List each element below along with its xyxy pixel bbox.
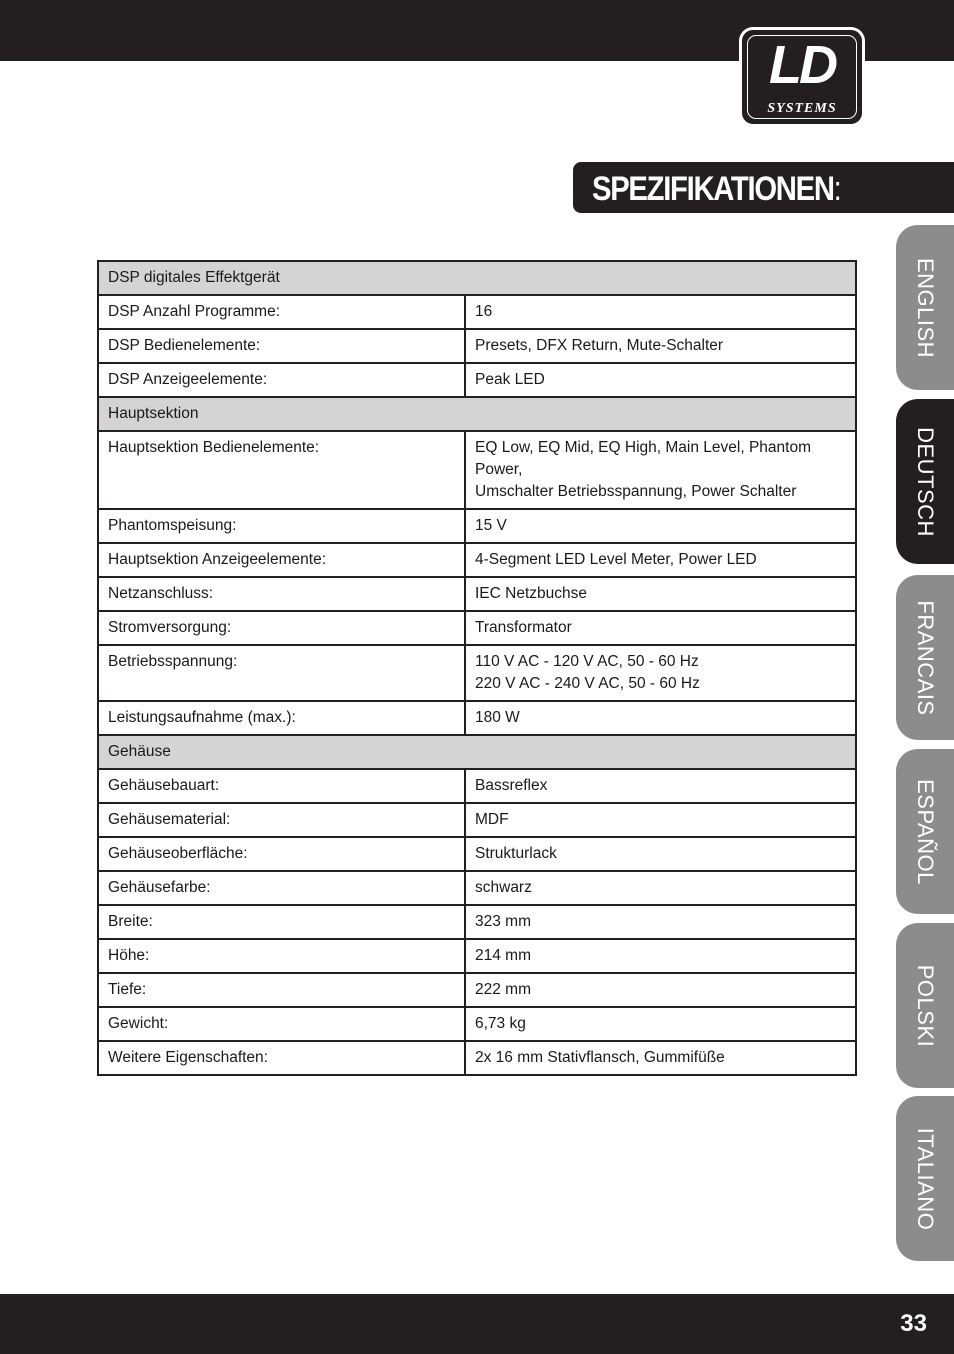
logo-badge xyxy=(742,30,862,124)
spec-value xyxy=(465,431,856,509)
spec-value-line: Bassreflex xyxy=(475,777,548,794)
tab-label: ENGLISH xyxy=(913,257,938,358)
spec-value-line: 2x 16 mm Stativflansch, Gummifüße xyxy=(475,1049,725,1066)
section-title: DSP digitales Effektgerät xyxy=(98,261,856,295)
section-header-row xyxy=(98,735,856,769)
spec-value-line: 220 V AC - 240 V AC, 50 - 60 Hz xyxy=(475,675,700,692)
table-row xyxy=(98,363,856,397)
table-row xyxy=(98,295,856,329)
spec-label: Breite: xyxy=(98,905,465,939)
table-row xyxy=(98,509,856,543)
spec-value xyxy=(465,1007,856,1041)
spec-value xyxy=(465,363,856,397)
spec-value-line: 15 V xyxy=(475,517,507,534)
spec-label: Betriebsspannung: xyxy=(98,645,465,701)
spec-value-line: 180 W xyxy=(475,709,520,726)
spec-value xyxy=(465,701,856,735)
page-number: 33 xyxy=(900,1310,927,1337)
table-row xyxy=(98,611,856,645)
spec-value xyxy=(465,645,856,701)
bottom-bar xyxy=(0,1294,954,1354)
tab-label: ITALIANO xyxy=(913,1127,938,1230)
spec-label: Höhe: xyxy=(98,939,465,973)
spec-label: Hauptsektion Anzeigeelemente: xyxy=(98,543,465,577)
table-row xyxy=(98,701,856,735)
spec-value-line: Presets, DFX Return, Mute-Schalter xyxy=(475,337,724,354)
specifications-table xyxy=(97,260,857,1076)
spec-value xyxy=(465,871,856,905)
spec-value xyxy=(465,509,856,543)
spec-value-line: Transformator xyxy=(475,619,572,636)
tab-polski[interactable] xyxy=(896,923,954,1088)
spec-value xyxy=(465,905,856,939)
spec-value xyxy=(465,803,856,837)
table-row xyxy=(98,1041,856,1075)
table-row xyxy=(98,1007,856,1041)
spec-value-line: 110 V AC - 120 V AC, 50 - 60 Hz xyxy=(475,653,699,670)
spec-value-line: 4-Segment LED Level Meter, Power LED xyxy=(475,551,757,568)
spec-label: DSP Anzahl Programme: xyxy=(98,295,465,329)
spec-value xyxy=(465,1041,856,1075)
spec-label: Gehäusebauart: xyxy=(98,769,465,803)
section-header-row xyxy=(98,397,856,431)
table-row xyxy=(98,645,856,701)
spec-label: Stromversorgung: xyxy=(98,611,465,645)
spec-value xyxy=(465,329,856,363)
spec-label: DSP Bedienelemente: xyxy=(98,329,465,363)
tab-label: POLSKI xyxy=(913,964,938,1047)
spec-label: Tiefe: xyxy=(98,973,465,1007)
spec-value xyxy=(465,837,856,871)
tab-label: ESPAÑOL xyxy=(913,778,938,885)
spec-value-line: Umschalter Betriebsspannung, Power Schalter xyxy=(475,483,797,500)
spec-value xyxy=(465,577,856,611)
spec-label: Gehäusematerial: xyxy=(98,803,465,837)
tab-english[interactable] xyxy=(896,225,954,390)
section-header-row xyxy=(98,261,856,295)
tab-italiano[interactable] xyxy=(896,1096,954,1261)
spec-value-line: 222 mm xyxy=(475,981,531,998)
spec-value xyxy=(465,769,856,803)
table-row xyxy=(98,973,856,1007)
tab-label: DEUTSCH xyxy=(913,426,938,537)
table-row xyxy=(98,939,856,973)
spec-value xyxy=(465,543,856,577)
spec-value-line: 6,73 kg xyxy=(475,1015,526,1032)
table-row xyxy=(98,329,856,363)
table-row xyxy=(98,543,856,577)
tab-espanol[interactable] xyxy=(896,749,954,914)
page-title-colon: : xyxy=(833,170,842,208)
spec-label: Netzanschluss: xyxy=(98,577,465,611)
table-row xyxy=(98,905,856,939)
section-title: Hauptsektion xyxy=(98,397,856,431)
table-row xyxy=(98,431,856,509)
spec-label: Leistungsaufnahme (max.): xyxy=(98,701,465,735)
spec-value xyxy=(465,939,856,973)
spec-value-line: Strukturlack xyxy=(475,845,557,862)
spec-value-line: 16 xyxy=(475,303,493,320)
section-title: Gehäuse xyxy=(98,735,856,769)
spec-value-line: MDF xyxy=(475,811,509,828)
spec-value-line: schwarz xyxy=(475,879,532,896)
tab-deutsch[interactable] xyxy=(896,399,954,564)
ld-systems-logo xyxy=(739,27,865,127)
spec-value xyxy=(465,973,856,1007)
spec-value xyxy=(465,295,856,329)
page-title xyxy=(592,169,842,209)
logo-ld-text: LD xyxy=(769,35,835,95)
spec-label: DSP Anzeigeelemente: xyxy=(98,363,465,397)
spec-value-line: 323 mm xyxy=(475,913,531,930)
table-row xyxy=(98,577,856,611)
logo-systems-text: SYSTEMS xyxy=(767,101,837,116)
spec-label: Gehäusefarbe: xyxy=(98,871,465,905)
spec-value-line: IEC Netzbuchse xyxy=(475,585,587,602)
spec-value-line: EQ Low, EQ Mid, EQ High, Main Level, Phantom Power, xyxy=(475,439,811,478)
tab-label: FRANCAIS xyxy=(913,599,938,716)
spec-label: Hauptsektion Bedienelemente: xyxy=(98,431,465,509)
tab-francais[interactable] xyxy=(896,575,954,740)
page-title-text: SPEZIFIKATIONEN xyxy=(592,170,834,208)
table-row xyxy=(98,769,856,803)
spec-label: Gehäuseoberfläche: xyxy=(98,837,465,871)
spec-value xyxy=(465,611,856,645)
spec-value-line: 214 mm xyxy=(475,947,531,964)
spec-label: Weitere Eigenschaften: xyxy=(98,1041,465,1075)
spec-label: Gewicht: xyxy=(98,1007,465,1041)
title-bar xyxy=(573,162,954,213)
spec-value-line: Peak LED xyxy=(475,371,545,388)
table-row xyxy=(98,803,856,837)
spec-label: Phantomspeisung: xyxy=(98,509,465,543)
table-row xyxy=(98,837,856,871)
specifications-table-body xyxy=(98,261,856,1075)
table-row xyxy=(98,871,856,905)
